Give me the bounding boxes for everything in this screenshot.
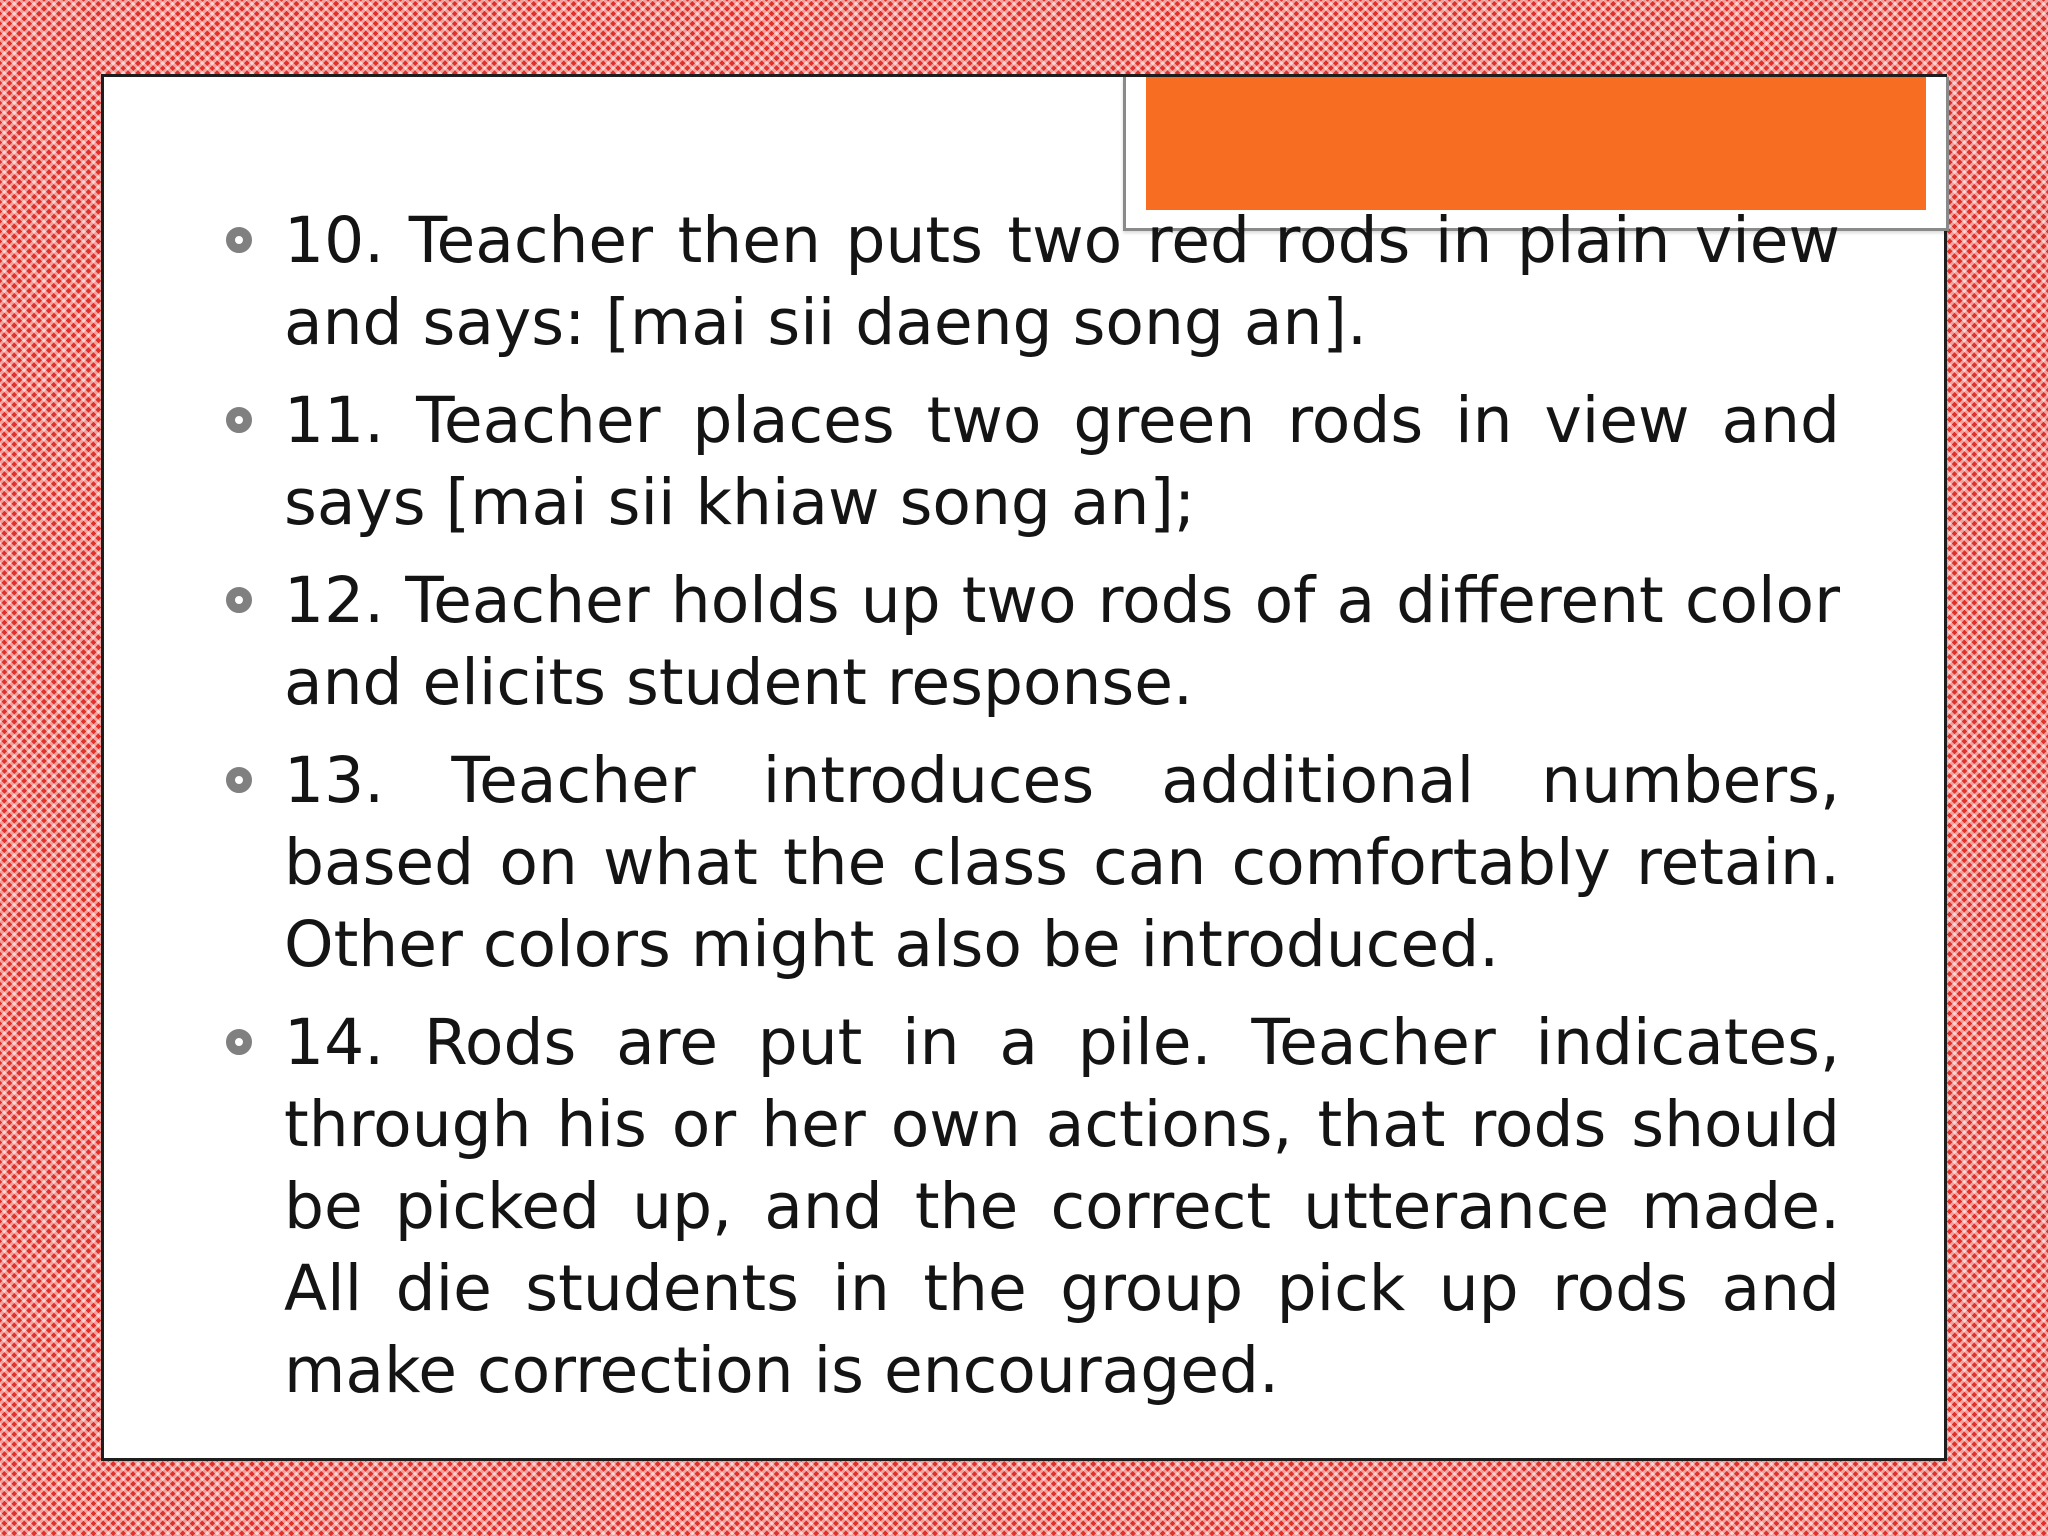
circle-bullet-icon bbox=[226, 767, 252, 793]
bullet-item-14 bbox=[226, 1002, 1840, 1412]
bullet-text: 10. Teacher then puts two red rods in plain view and says: [mai sii daeng song an]. bbox=[284, 204, 1840, 359]
bullet-text: 14. Rods are put in a pile. Teacher indicates, through his or her own actions, that rods should be picked up, and the correct utterance made. All die students in the group pick up rods and make correction is encouraged. bbox=[284, 1006, 1840, 1407]
bullet-text: 12. Teacher holds up two rods of a different color and elicits student response. bbox=[284, 564, 1840, 719]
bullet-item-13 bbox=[226, 740, 1840, 986]
bullet-text: 13. Teacher introduces additional numbers, based on what the class can comfortably retain. Other colors might also be introduced. bbox=[284, 744, 1840, 981]
bullet-item-12 bbox=[226, 560, 1840, 724]
bullet-item-11 bbox=[226, 380, 1840, 544]
bullet-text: 11. Teacher places two green rods in view and says [mai sii khiaw song an]; bbox=[284, 384, 1840, 539]
circle-bullet-icon bbox=[226, 1029, 252, 1055]
circle-bullet-icon bbox=[226, 407, 252, 433]
title-bar bbox=[1146, 77, 1926, 210]
circle-bullet-icon bbox=[226, 587, 252, 613]
circle-bullet-icon bbox=[226, 227, 252, 253]
bullet-item-10 bbox=[226, 200, 1840, 364]
bullet-list bbox=[226, 200, 1840, 1428]
